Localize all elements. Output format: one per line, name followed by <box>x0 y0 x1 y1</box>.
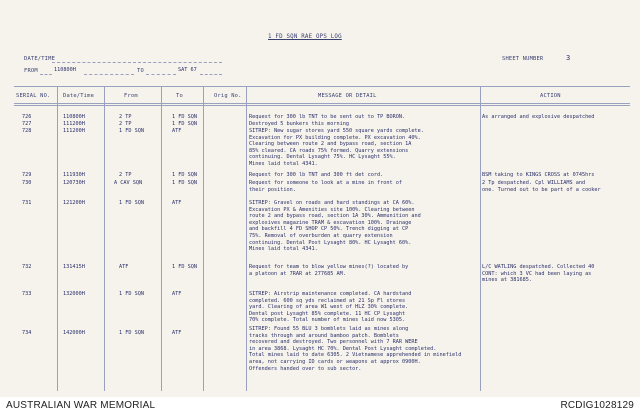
row-733-message-line: Dental post Lysaght 85% complete. 11 HC CP Lysaght <box>249 310 406 317</box>
row-728-message-line: 85% cleared. CA roads 75% formed. Quarry extensions <box>249 147 409 154</box>
col-header-action: ACTION <box>540 93 561 99</box>
row-734-message-line: tracks through and around bamboo patch. Bomblets <box>249 332 399 339</box>
row-734-message-line: SITREP: Found 55 BLU 3 bomblets laid as mines along <box>249 326 409 332</box>
col-header-serial: SERIAL NO. <box>16 93 51 99</box>
row-734-to: ATF <box>172 330 182 336</box>
row-734-message-line: Offenders handed over to sub sector. <box>249 365 362 372</box>
row-729-action: BSM taking to KINGS CROSS at 0745hrs <box>482 172 595 178</box>
col-header-to: To <box>176 93 183 99</box>
row-726-time: 110800H <box>63 114 85 120</box>
row-727-time: 111200H <box>63 121 85 127</box>
table-header-rule <box>14 103 630 104</box>
row-730-from: A CAV SQN <box>114 180 143 186</box>
row-729-time: 111930H <box>63 172 85 178</box>
footer-source: AUSTRALIAN WAR MEMORIAL <box>6 400 156 411</box>
row-730-action-line: 2 Tp despatched. Cpl WILLIAMS and <box>482 180 586 186</box>
row-731-message-line: explosives magazine TRAM & excavation 100%. Drainage <box>249 219 412 226</box>
row-730-serial: 730 <box>22 180 32 186</box>
row-727-to: 1 FD SQN <box>172 121 197 127</box>
row-726-serial: 726 <box>22 114 32 120</box>
row-734-message-line: area, not carrying ID cards or weapons at approx 0900H. <box>249 359 421 365</box>
row-730-time: 120730H <box>63 180 85 186</box>
row-726-from: 2 TP <box>119 114 132 120</box>
from-label: FROM <box>24 68 38 74</box>
row-728-to: ATF <box>172 128 182 134</box>
row-731-serial: 731 <box>22 200 32 206</box>
row-731-message-line: Excavation PX & Amenities site 100%. Clearing between <box>249 206 415 213</box>
row-732-action-line: CONT: which 3 VC had been laying as <box>482 270 592 277</box>
row-726-action: As arranged and explosive despatched <box>482 114 595 120</box>
row-732-message-line: a platoon at 7RAR at 277685 AM. <box>249 270 346 277</box>
row-731-message-line: 75%. Removal of overburden at quarry extension <box>249 233 393 239</box>
row-732-time: 131415H <box>63 264 85 270</box>
row-729-message: Request for 300 lb TNT and 300 ft det cord. <box>249 172 384 178</box>
row-734-message-line: Total mines laid to date 6305. 2 Vietnamese apprehended in minefield <box>249 352 462 359</box>
col-divider <box>104 86 105 391</box>
row-729-serial: 729 <box>22 172 32 178</box>
row-733-message-line: 70% complete. Total number of mines laid now 5305. <box>249 317 406 324</box>
row-732-message-line: Request for team to blow yellow mines(?) located by <box>249 264 409 270</box>
sheet-number-label: SHEET NUMBER <box>502 56 544 62</box>
row-733-from: 1 FD SQN <box>119 291 144 297</box>
row-734-serial: 734 <box>22 330 32 336</box>
row-733-to: ATF <box>172 291 182 297</box>
col-divider <box>203 86 204 391</box>
row-733-time: 132000H <box>63 291 85 297</box>
row-733-message-line: yard. Clearing of area W1 west of HLZ 30% complete. <box>249 304 409 311</box>
col-divider <box>480 86 481 391</box>
table-header-rule-2 <box>14 105 630 106</box>
col-header-from: From <box>124 93 138 99</box>
footer-record-id: RCDIG1028129 <box>560 400 634 411</box>
row-729-from: 2 TP <box>119 172 132 178</box>
row-727-from: 2 TP <box>119 121 132 127</box>
row-728-time: 111200H <box>63 128 85 134</box>
row-728-message-line: Clearing between route 2 and bypass road, section 1A <box>249 141 412 148</box>
col-header-datetime: Date/Time <box>63 93 95 99</box>
sheet-number: 3 <box>566 54 571 62</box>
row-731-to: ATF <box>172 200 182 206</box>
row-731-message-line: and backfill 4 FD SHOP CP 50%. Trench digging at CP <box>249 226 409 233</box>
row-733-message-line: SITREP: Airstrip maintenance completed. CA hardstand <box>249 291 412 297</box>
from-value: 110800H <box>54 67 76 73</box>
col-divider <box>57 86 58 391</box>
row-727-message: Destroyed 5 bunkers this morning <box>249 121 349 127</box>
row-726-message: Request for 300 lb TNT to be sent out to TP BORON. <box>249 114 406 120</box>
row-732-to: 1 FD SQN <box>172 264 197 270</box>
document-title: 1 FD SQN RAE OPS LOG <box>268 34 342 40</box>
row-732-from: ATF <box>119 264 129 270</box>
date-time-label: DATE/TIME <box>24 56 56 62</box>
row-726-to: 1 FD SQN <box>172 114 197 120</box>
row-731-time: 121200H <box>63 200 85 206</box>
row-732-action-line: L/C WATLING despatched. Collected 40 <box>482 264 595 270</box>
row-734-message-line: in area 3868. Lysaght HC 70%. Dental Post Lysaght completed. <box>249 345 437 352</box>
row-728-from: 1 FD SQN <box>119 128 144 134</box>
row-731-message-line: Mines laid total 4341. <box>249 246 318 253</box>
row-731-from: 1 FD SQN <box>119 200 144 206</box>
row-732-action-line: mines at 381685. <box>482 277 532 284</box>
row-731-message-line: continuing. Dental Post Lysaght 80%. HC Lysaght 60%. <box>249 239 412 246</box>
table-top-rule <box>14 86 630 87</box>
row-727-serial: 727 <box>22 121 32 127</box>
row-734-message-line: recovered and destroyed. Two personnel with 7 RAR WERE <box>249 339 418 346</box>
footer-bar <box>0 397 640 416</box>
col-header-message: MESSAGE OR DETAIL <box>318 93 377 99</box>
row-729-to: 1 FD SQN <box>172 172 197 178</box>
row-730-action-line: one. Turned out to be part of a cooker <box>482 186 601 193</box>
row-728-message-line: SITREP: New sugar stores yard 550 square yards complete. <box>249 128 424 134</box>
col-divider <box>161 86 162 391</box>
to-label: TO <box>137 68 144 74</box>
row-728-message-line: Mines laid total 4341. <box>249 161 318 167</box>
row-734-time: 142000H <box>63 330 85 336</box>
col-divider <box>246 86 247 391</box>
row-731-message-line: route 2 and bypass road, section 1A 30%. Ammunition and <box>249 213 421 220</box>
to-value: SAT 67 <box>178 67 197 73</box>
row-730-message-line: their position. <box>249 186 296 193</box>
row-730-to: 1 FD SQN <box>172 180 197 186</box>
row-733-message-line: completed. 600 sq yds reclaimed at 21 Sp Fl stores <box>249 297 406 304</box>
col-header-orig-no: Orig No. <box>214 93 242 99</box>
row-728-message-line: continuing. Dental Lysaght 75%. HC Lysaght 55%. <box>249 154 396 161</box>
row-732-serial: 732 <box>22 264 32 270</box>
row-734-from: 1 FD SQN <box>119 330 144 336</box>
row-733-serial: 733 <box>22 291 32 297</box>
row-728-message-line: Excavation for PX building complete. PX excavation 40%. <box>249 134 421 141</box>
row-730-message-line: Request for someone to look at a mine in front of <box>249 180 403 186</box>
row-731-message-line: SITREP: Gravel on roads and hard standings at CA 60%. <box>249 200 415 206</box>
row-728-serial: 728 <box>22 128 32 134</box>
